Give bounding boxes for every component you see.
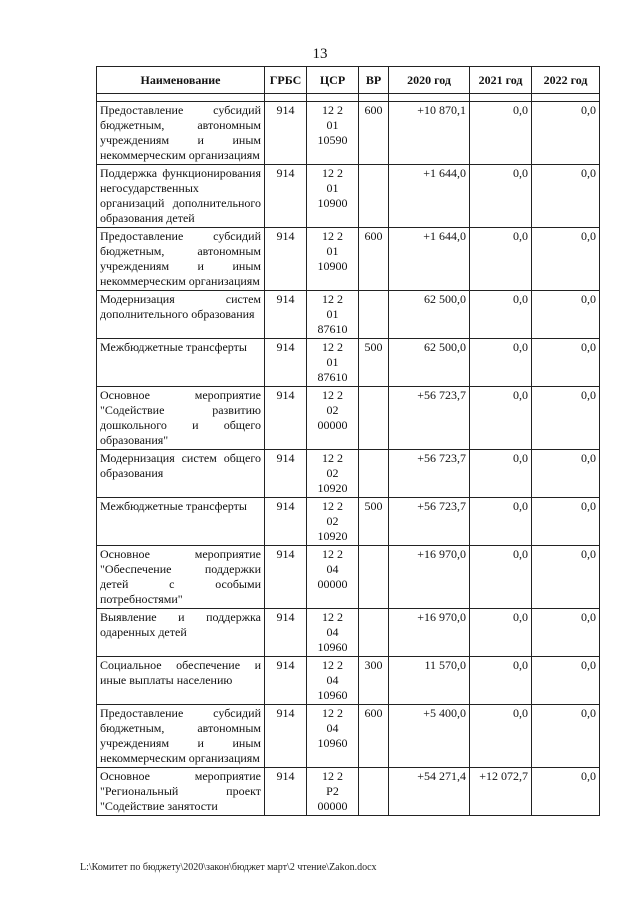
row-amount-2022: 0,0 — [532, 228, 600, 291]
row-name: Модернизация систем дополнительного образования — [97, 291, 265, 339]
row-csr: 12 2 04 10960 — [307, 705, 359, 768]
row-csr: 12 2 02 10920 — [307, 450, 359, 498]
row-amount-2020: +5 400,0 — [389, 705, 470, 768]
row-amount-2021: 0,0 — [470, 339, 532, 387]
row-amount-2020: +1 644,0 — [389, 165, 470, 228]
table-row — [97, 705, 600, 768]
column-header-2020: 2020 год — [389, 67, 470, 94]
row-name: Основное мероприятие "Содействие развитию дошкольного и общего образования" — [97, 387, 265, 450]
row-amount-2022: 0,0 — [532, 339, 600, 387]
row-name: Поддержка функционирования негосударственных организаций дополнительного образования детей — [97, 165, 265, 228]
row-amount-2022: 0,0 — [532, 768, 600, 816]
row-amount-2020: +54 271,4 — [389, 768, 470, 816]
table-row — [97, 546, 600, 609]
row-amount-2020: +1 644,0 — [389, 228, 470, 291]
row-grbs: 914 — [265, 450, 307, 498]
row-amount-2021: 0,0 — [470, 102, 532, 165]
column-header-vr: ВР — [359, 67, 389, 94]
row-name: Выявление и поддержка одаренных детей — [97, 609, 265, 657]
row-amount-2021: 0,0 — [470, 228, 532, 291]
row-name: Межбюджетные трансферты — [97, 339, 265, 387]
row-csr: 12 2 02 00000 — [307, 387, 359, 450]
table-row — [97, 387, 600, 450]
row-grbs: 914 — [265, 165, 307, 228]
row-csr: 12 2 04 00000 — [307, 546, 359, 609]
row-amount-2021: 0,0 — [470, 498, 532, 546]
table-row — [97, 768, 600, 816]
row-csr: 12 2 01 10590 — [307, 102, 359, 165]
table-row — [97, 291, 600, 339]
row-name: Предоставление субсидий бюджетным, автономным учреждениям и иным некоммерческим организациям — [97, 705, 265, 768]
row-amount-2020: +56 723,7 — [389, 450, 470, 498]
row-amount-2020: 62 500,0 — [389, 339, 470, 387]
row-amount-2021: 0,0 — [470, 609, 532, 657]
row-amount-2021: 0,0 — [470, 705, 532, 768]
row-grbs: 914 — [265, 768, 307, 816]
row-grbs: 914 — [265, 546, 307, 609]
table-header — [97, 67, 600, 102]
row-amount-2022: 0,0 — [532, 291, 600, 339]
header-spacer-row — [97, 94, 600, 102]
row-grbs: 914 — [265, 498, 307, 546]
row-name: Модернизация систем общего образования — [97, 450, 265, 498]
row-amount-2022: 0,0 — [532, 546, 600, 609]
row-amount-2021: 0,0 — [470, 291, 532, 339]
budget-table — [96, 66, 600, 816]
row-grbs: 914 — [265, 339, 307, 387]
table-row — [97, 165, 600, 228]
row-csr: 12 2 01 87610 — [307, 339, 359, 387]
row-grbs: 914 — [265, 657, 307, 705]
table-row — [97, 102, 600, 165]
row-vr: 500 — [359, 498, 389, 546]
row-vr: 300 — [359, 657, 389, 705]
row-amount-2020: +16 970,0 — [389, 609, 470, 657]
row-amount-2020: +56 723,7 — [389, 387, 470, 450]
row-grbs: 914 — [265, 102, 307, 165]
row-vr — [359, 291, 389, 339]
row-amount-2020: 62 500,0 — [389, 291, 470, 339]
row-grbs: 914 — [265, 609, 307, 657]
row-name: Предоставление субсидий бюджетным, автономным учреждениям и иным некоммерческим организациям — [97, 228, 265, 291]
row-name: Социальное обеспечение и иные выплаты населению — [97, 657, 265, 705]
row-amount-2021: 0,0 — [470, 387, 532, 450]
column-header-name: Наименование — [97, 67, 265, 94]
row-amount-2020: 11 570,0 — [389, 657, 470, 705]
column-header-csr: ЦСР — [307, 67, 359, 94]
row-vr: 500 — [359, 339, 389, 387]
row-vr: 600 — [359, 705, 389, 768]
row-csr: 12 2 01 10900 — [307, 165, 359, 228]
row-name: Основное мероприятие "Обеспечение поддержки детей с особыми потребностями" — [97, 546, 265, 609]
row-csr: 12 2 04 10960 — [307, 657, 359, 705]
row-csr: 12 2 01 87610 — [307, 291, 359, 339]
row-amount-2022: 0,0 — [532, 498, 600, 546]
row-grbs: 914 — [265, 705, 307, 768]
row-csr: 12 2 02 10920 — [307, 498, 359, 546]
row-amount-2021: 0,0 — [470, 165, 532, 228]
footer-file-path: L:\Комитет по бюджету\2020\закон\бюджет март\2 чтение\Zakon.docx — [80, 862, 377, 873]
table-body — [97, 102, 600, 816]
row-vr: 600 — [359, 102, 389, 165]
row-amount-2020: +16 970,0 — [389, 546, 470, 609]
row-vr — [359, 387, 389, 450]
table-row — [97, 339, 600, 387]
table-row — [97, 498, 600, 546]
row-grbs: 914 — [265, 291, 307, 339]
column-header-2021: 2021 год — [470, 67, 532, 94]
row-vr — [359, 450, 389, 498]
row-vr: 600 — [359, 228, 389, 291]
table-row — [97, 228, 600, 291]
row-amount-2020: +10 870,1 — [389, 102, 470, 165]
row-amount-2020: +56 723,7 — [389, 498, 470, 546]
row-amount-2021: 0,0 — [470, 657, 532, 705]
row-name: Межбюджетные трансферты — [97, 498, 265, 546]
row-amount-2022: 0,0 — [532, 387, 600, 450]
row-name: Основное мероприятие "Региональный проект "Содействие занятости — [97, 768, 265, 816]
row-grbs: 914 — [265, 228, 307, 291]
row-name: Предоставление субсидий бюджетным, автономным учреждениям и иным некоммерческим организациям — [97, 102, 265, 165]
table-row — [97, 657, 600, 705]
row-grbs: 914 — [265, 387, 307, 450]
row-amount-2022: 0,0 — [532, 705, 600, 768]
row-amount-2022: 0,0 — [532, 450, 600, 498]
row-amount-2022: 0,0 — [532, 657, 600, 705]
table-row — [97, 450, 600, 498]
row-vr — [359, 768, 389, 816]
row-amount-2021: 0,0 — [470, 546, 532, 609]
column-header-2022: 2022 год — [532, 67, 600, 94]
row-vr — [359, 609, 389, 657]
table-row — [97, 609, 600, 657]
row-csr: 12 2 04 10960 — [307, 609, 359, 657]
row-amount-2021: +12 072,7 — [470, 768, 532, 816]
row-vr — [359, 165, 389, 228]
row-csr: 12 2 01 10900 — [307, 228, 359, 291]
column-header-grbs: ГРБС — [265, 67, 307, 94]
row-vr — [359, 546, 389, 609]
page-number: 13 — [312, 46, 328, 62]
row-amount-2022: 0,0 — [532, 609, 600, 657]
row-amount-2022: 0,0 — [532, 165, 600, 228]
row-amount-2021: 0,0 — [470, 450, 532, 498]
row-amount-2022: 0,0 — [532, 102, 600, 165]
row-csr: 12 2 Р2 00000 — [307, 768, 359, 816]
